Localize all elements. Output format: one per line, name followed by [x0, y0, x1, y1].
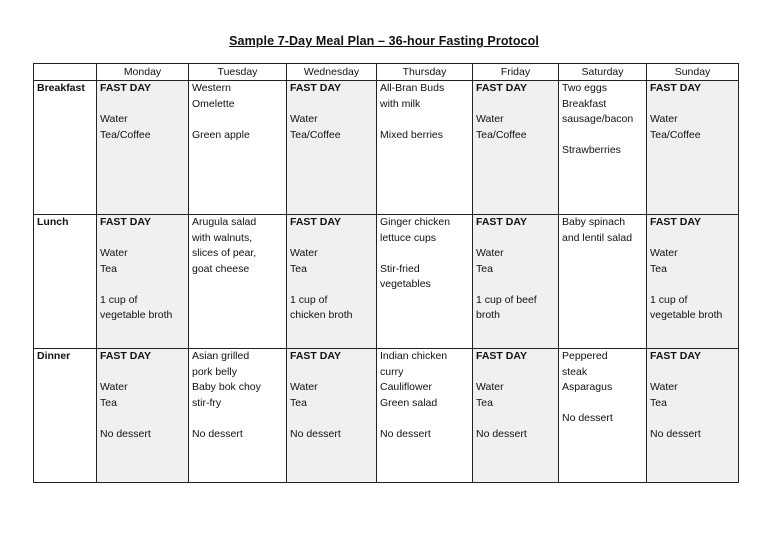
fast-day-label: FAST DAY [476, 82, 527, 94]
meal-row-dinner [34, 349, 739, 483]
meal-row-breakfast [34, 81, 739, 215]
day-header-sunday: Sunday [647, 64, 739, 81]
meal-item: Water [650, 113, 678, 125]
meal-cell-thursday [377, 349, 473, 483]
meal-cell-sunday [647, 81, 739, 215]
fast-day-label: FAST DAY [650, 216, 701, 228]
meal-cell-monday [97, 349, 189, 483]
meal-cell-monday [97, 215, 189, 349]
meal-item: Tea [100, 396, 117, 409]
meal-item: Tea [476, 396, 493, 409]
meal-item [290, 97, 373, 113]
meal-cell-thursday [377, 215, 473, 349]
meal-item [100, 411, 185, 427]
meal-item: Water [290, 381, 318, 393]
fast-day-label: FAST DAY [650, 350, 701, 362]
meal-cell-sunday [647, 349, 739, 483]
meal-item: stir-fry [192, 396, 222, 409]
meal-cell-wednesday [287, 81, 377, 215]
meal-item: broth [476, 309, 500, 321]
meal-item: Baby bok choy [192, 381, 261, 393]
fast-day-label: FAST DAY [650, 82, 701, 94]
meal-cell-friday [473, 215, 559, 349]
meal-item [290, 411, 373, 427]
meal-item: Tea/Coffee [100, 128, 151, 141]
meal-item: steak [562, 365, 588, 378]
meal-item [650, 231, 735, 247]
meal-item: Green apple [192, 128, 250, 141]
meal-item: Tea [100, 262, 117, 275]
meal-item: No dessert [290, 427, 341, 440]
meal-item: vegetable broth [100, 309, 173, 321]
fast-day-label: FAST DAY [100, 216, 151, 228]
meal-item: vegetable broth [650, 309, 723, 321]
day-header-thursday: Thursday [377, 64, 473, 81]
meal-item: Tea/Coffee [650, 128, 701, 141]
meal-item [290, 231, 373, 247]
meal-item [380, 411, 469, 427]
meal-item: lettuce cups [380, 231, 437, 244]
meal-item: Water [476, 381, 504, 393]
meal-item: Mixed berries [380, 128, 444, 141]
meal-item: curry [380, 365, 404, 378]
meal-item: Water [476, 113, 504, 125]
corner-cell [34, 64, 97, 81]
meal-item [192, 112, 283, 128]
day-header-tuesday: Tuesday [189, 64, 287, 81]
meal-item: Tea [290, 396, 307, 409]
meal-item: Water [650, 247, 678, 259]
meal-item: and lentil salad [562, 231, 633, 244]
meal-cell-monday [97, 81, 189, 215]
meal-item: Strawberries [562, 144, 621, 156]
meal-item [562, 128, 643, 144]
meal-item: Breakfast [562, 97, 607, 110]
meal-plan-table [33, 63, 739, 483]
meal-item: All-Bran Buds [380, 82, 445, 94]
meal-item [562, 396, 643, 412]
meal-item: No dessert [380, 427, 431, 440]
meal-item [650, 97, 735, 113]
meal-label: Dinner [34, 349, 97, 483]
meal-item: Tea [290, 262, 307, 275]
day-header-wednesday: Wednesday [287, 64, 377, 81]
meal-item: 1 cup of [290, 293, 328, 306]
meal-row-lunch [34, 215, 739, 349]
meal-item: Western [192, 82, 231, 94]
meal-item: Asparagus [562, 381, 613, 393]
meal-item: 1 cup of [100, 293, 138, 306]
meal-cell-tuesday [189, 81, 287, 215]
meal-item [650, 411, 735, 427]
meal-item: Ginger chicken [380, 216, 451, 228]
meal-cell-thursday [377, 81, 473, 215]
meal-item: chicken broth [290, 309, 353, 321]
meal-item: No dessert [476, 427, 527, 440]
meal-item: Water [100, 247, 128, 259]
meal-cell-friday [473, 349, 559, 483]
meal-item: Omelette [192, 97, 235, 110]
fast-day-label: FAST DAY [476, 216, 527, 228]
meal-item [476, 97, 555, 113]
meal-item: No dessert [562, 412, 613, 424]
day-header-monday: Monday [97, 64, 189, 81]
meal-item: Water [100, 381, 128, 393]
meal-item: Baby spinach [562, 216, 626, 228]
meal-item: Water [290, 113, 318, 125]
meal-item: Water [650, 381, 678, 393]
meal-item: with walnuts, [192, 231, 253, 244]
meal-item [290, 365, 373, 381]
meal-rows [34, 81, 739, 483]
meal-item: goat cheese [192, 262, 250, 275]
meal-item: Two eggs [562, 82, 607, 94]
meal-item: Peppered [562, 350, 608, 362]
meal-label: Breakfast [34, 81, 97, 215]
meal-item [650, 365, 735, 381]
meal-item: Tea/Coffee [290, 128, 341, 141]
meal-item: No dessert [192, 427, 243, 440]
meal-item: vegetables [380, 278, 431, 290]
meal-item: Tea [650, 262, 667, 275]
meal-item: Stir-fried [380, 262, 420, 275]
meal-cell-saturday [559, 215, 647, 349]
meal-cell-tuesday [189, 349, 287, 483]
meal-item [476, 411, 555, 427]
meal-cell-wednesday [287, 215, 377, 349]
meal-item [476, 231, 555, 247]
meal-label: Lunch [34, 215, 97, 349]
day-header-row [34, 64, 739, 81]
meal-item [476, 365, 555, 381]
meal-item: slices of pear, [192, 247, 257, 259]
fast-day-label: FAST DAY [290, 350, 341, 362]
meal-item: Green salad [380, 396, 438, 409]
meal-item [290, 277, 373, 293]
meal-item: 1 cup of beef [476, 293, 537, 306]
meal-item: 1 cup of [650, 293, 688, 306]
meal-item [100, 365, 185, 381]
meal-item [476, 277, 555, 293]
meal-item: with milk [380, 97, 421, 110]
day-header-friday: Friday [473, 64, 559, 81]
meal-item: No dessert [100, 427, 151, 440]
meal-item [100, 97, 185, 113]
meal-item: Water [100, 113, 128, 125]
meal-item: Tea [476, 262, 493, 275]
meal-item [380, 112, 469, 128]
meal-cell-wednesday [287, 349, 377, 483]
day-header-saturday: Saturday [559, 64, 647, 81]
meal-item [192, 411, 283, 427]
meal-item: No dessert [650, 427, 701, 440]
document-title: Sample 7-Day Meal Plan – 36-hour Fasting Protocol [229, 34, 539, 48]
meal-item [100, 231, 185, 247]
meal-item: Cauliflower [380, 381, 432, 393]
meal-item: Tea [650, 396, 667, 409]
fast-day-label: FAST DAY [290, 216, 341, 228]
meal-cell-saturday [559, 81, 647, 215]
meal-item: pork belly [192, 365, 237, 378]
fast-day-label: FAST DAY [100, 82, 151, 94]
meal-item: Arugula salad [192, 216, 257, 228]
meal-cell-saturday [559, 349, 647, 483]
meal-item: sausage/bacon [562, 113, 634, 125]
meal-cell-tuesday [189, 215, 287, 349]
fast-day-label: FAST DAY [100, 350, 151, 362]
fast-day-label: FAST DAY [290, 82, 341, 94]
meal-item: Water [290, 247, 318, 259]
meal-item [100, 277, 185, 293]
meal-item [650, 277, 735, 293]
meal-item [380, 246, 469, 262]
meal-cell-friday [473, 81, 559, 215]
meal-item: Tea/Coffee [476, 128, 527, 141]
meal-cell-sunday [647, 215, 739, 349]
meal-item: Indian chicken [380, 350, 448, 362]
meal-item: Asian grilled [192, 350, 250, 362]
meal-item: Water [476, 247, 504, 259]
fast-day-label: FAST DAY [476, 350, 527, 362]
